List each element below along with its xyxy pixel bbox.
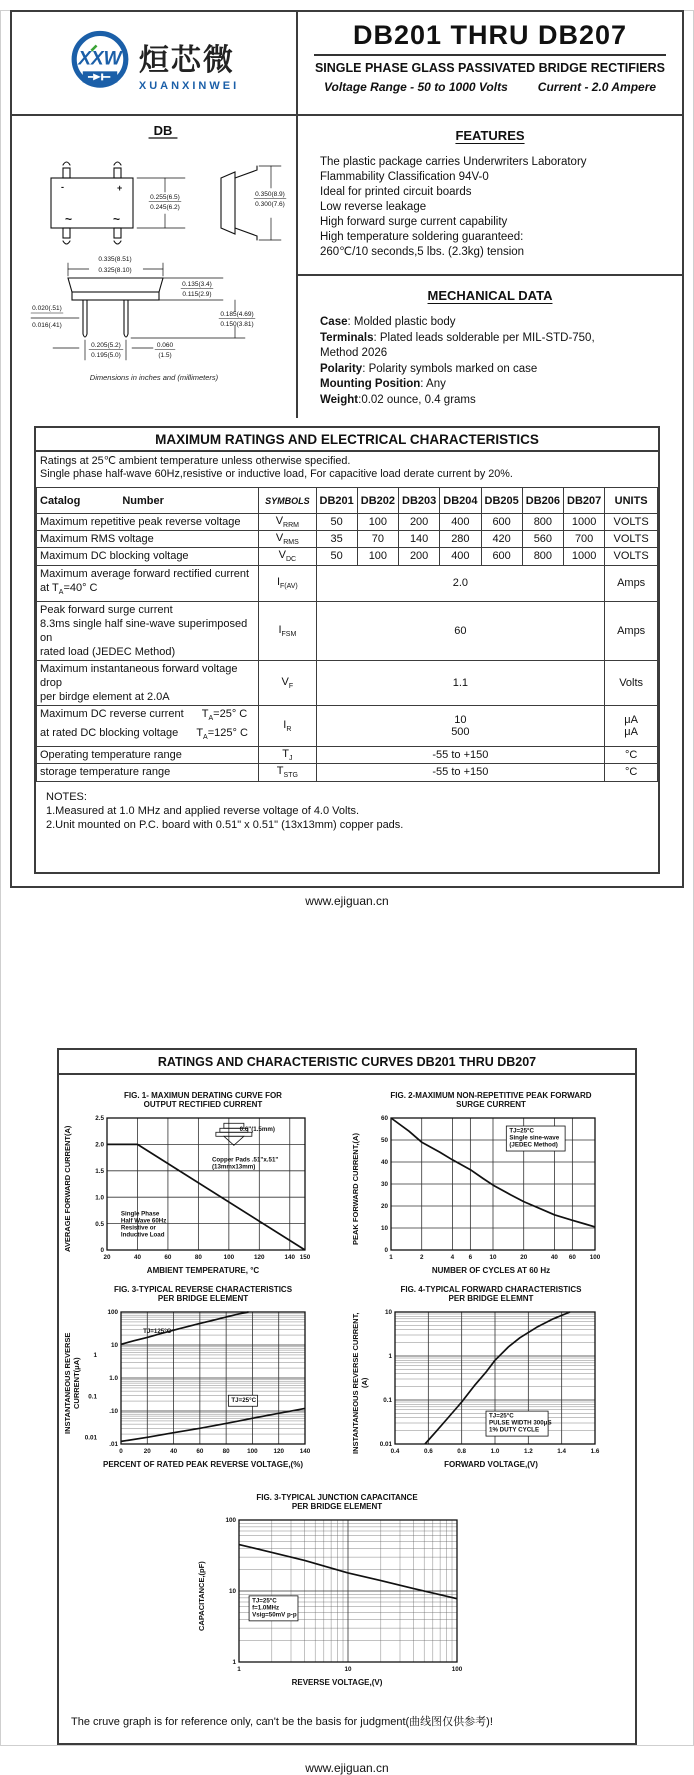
- features-section: [298, 116, 682, 276]
- feature-line: The plastic package carries Underwriters Laboratory: [320, 156, 587, 168]
- datasheet-canvas: [0, 10, 694, 1775]
- svg-text:1% DUTY CYCLE: 1% DUTY CYCLE: [489, 1426, 540, 1434]
- svg-text:0.185(4.69): 0.185(4.69): [220, 311, 254, 318]
- svg-text:0: 0: [384, 1246, 388, 1254]
- value-cell: 280: [440, 531, 481, 548]
- catalog-number-header: Catalog Number: [37, 488, 259, 514]
- svg-text:150: 150: [299, 1253, 311, 1261]
- unit-cell: °C: [605, 747, 658, 764]
- website-url-page2: www.ejiguan.cn: [305, 1760, 389, 1775]
- svg-text:0.016(.41): 0.016(.41): [32, 322, 62, 329]
- figure-fig3: [63, 1285, 343, 1469]
- symbol-cell: $V_{DC}$: [259, 548, 316, 565]
- svg-text:0.245(6.2): 0.245(6.2): [150, 204, 180, 211]
- svg-text:0.1: 0.1: [383, 1396, 392, 1404]
- symbol-cell: $I_{FSM}$: [259, 601, 316, 660]
- svg-text:100: 100: [225, 1516, 236, 1524]
- figure-ylabel: INSTANTANEOUS REVERSE CURRENT(μA): [63, 1331, 81, 1434]
- fig2-plot: [365, 1114, 605, 1264]
- table-row: [37, 531, 658, 548]
- svg-text:40: 40: [380, 1158, 388, 1166]
- param-cell: Operating temperature range: [37, 747, 259, 764]
- page2: [57, 1048, 637, 1745]
- part-header: DB201: [316, 488, 357, 514]
- span-value-cell: 1.1: [316, 660, 605, 705]
- table-row: [37, 601, 658, 660]
- svg-text:f=1.0MHz: f=1.0MHz: [252, 1603, 280, 1611]
- svg-text:1: 1: [237, 1665, 241, 1673]
- svg-text:+: +: [117, 183, 123, 193]
- part-header: DB206: [522, 488, 563, 514]
- symbol-cell: $T_{STG}$: [259, 764, 316, 781]
- svg-text:PULSE WIDTH 300μS: PULSE WIDTH 300μS: [489, 1419, 552, 1427]
- svg-text:.10: .10: [109, 1407, 118, 1415]
- svg-text:DB: DB: [153, 123, 173, 138]
- span-value-cell: 60: [316, 601, 605, 660]
- value-cell: 50: [316, 514, 357, 531]
- tj125-curve: [121, 1312, 249, 1344]
- table-header: [37, 488, 658, 514]
- ratings-conditions: [36, 452, 658, 487]
- logo-latin-text: XUANXINWEI: [138, 79, 240, 92]
- svg-text:10: 10: [228, 1587, 236, 1595]
- svg-text:140: 140: [299, 1447, 311, 1455]
- value-cell: 600: [481, 548, 522, 565]
- header: [12, 12, 682, 116]
- svg-text:0.4: 0.4: [390, 1447, 400, 1455]
- figure-xlabel: PERCENT OF RATED PEAK REVERSE VOLTAGE,(%): [102, 1459, 303, 1469]
- value-cell: 700: [564, 531, 605, 548]
- symbol-cell: $T_J$: [259, 747, 316, 764]
- figure-xlabel: FORWARD VOLTAGE,(V): [444, 1459, 538, 1469]
- svg-text:1: 1: [388, 1352, 392, 1360]
- svg-text:0.195(5.0): 0.195(5.0): [91, 352, 121, 359]
- svg-text:2: 2: [419, 1253, 424, 1261]
- param-cell: storage temperature range: [37, 764, 259, 781]
- svg-text:40: 40: [133, 1253, 141, 1261]
- param-cell: Maximum average forward rectified current at $T_A=40^\circ$ C: [37, 565, 259, 601]
- mechanical-line: Mounting Position: Any: [320, 378, 446, 390]
- svg-text:TJ=125°C: TJ=125°C: [143, 1327, 172, 1335]
- value-cell: 200: [399, 514, 440, 531]
- svg-text:20: 20: [143, 1447, 151, 1455]
- svg-text:100: 100: [451, 1665, 463, 1673]
- svg-text:20: 20: [103, 1253, 111, 1261]
- figure-fig2: [351, 1091, 631, 1275]
- mechanical-list: [298, 315, 682, 408]
- notes-section: [36, 782, 658, 872]
- website-url-page1: www.ejiguan.cn: [305, 893, 389, 908]
- svg-text:10: 10: [110, 1341, 118, 1349]
- svg-text:1.6: 1.6: [590, 1447, 600, 1455]
- figure-fig4: [351, 1285, 631, 1469]
- figure-body: [351, 1308, 631, 1458]
- svg-text:0.6"(1.5mm): 0.6"(1.5mm): [239, 1125, 275, 1133]
- figure-ylabel: PEAK FORWARD CURRENT,(A): [351, 1132, 360, 1245]
- svg-text:TJ=25°C: TJ=25°C: [489, 1412, 514, 1420]
- value-cell: 100: [357, 514, 398, 531]
- info-cell: [298, 116, 682, 418]
- current-rating: Current - 2.0 Ampere: [537, 80, 657, 94]
- param-cell: Maximum instantaneous forward voltage drop per birdge element at 2.0A: [37, 660, 259, 705]
- unit-cell: μA μA: [605, 705, 658, 746]
- value-cell: 1000: [564, 548, 605, 565]
- figure-xlabel: AMBIENT TEMPERATURE, °C: [146, 1265, 260, 1275]
- svg-text:~: ~: [65, 212, 73, 226]
- svg-text:1.0: 1.0: [490, 1447, 500, 1455]
- feature-line: 260℃/10 seconds,5 lbs. (2.3kg) tension: [320, 246, 525, 258]
- unit-cell: VOLTS: [605, 548, 658, 565]
- svg-text:0.300(7.6): 0.300(7.6): [255, 201, 285, 208]
- note-2: 2.Unit mounted on P.C. board with 0.51" x 0.51" (13x13mm) copper pads.: [46, 818, 404, 831]
- svg-text:0: 0: [100, 1246, 104, 1254]
- value-cell: 35: [316, 531, 357, 548]
- figure-title: FIG. 4-TYPICAL FORWARD CHARACTERISTICS PER BRIDGE ELEMNT: [400, 1284, 582, 1303]
- figure-xlabel: REVERSE VOLTAGE,(V): [291, 1677, 383, 1687]
- svg-text:30: 30: [380, 1180, 388, 1188]
- title-block: [298, 12, 682, 114]
- symbol-cell: $V_{RMS}$: [259, 531, 316, 548]
- param-cell: Maximum DC reverse current $T_A=25^\circ$ C at rated DC blocking voltage $T_A=125^\circ$ C: [37, 705, 259, 746]
- svg-text:4: 4: [450, 1253, 455, 1261]
- svg-text:10: 10: [380, 1224, 388, 1232]
- logo-chinese-text: 烜芯微: [138, 43, 235, 77]
- figure-body: [63, 1114, 343, 1264]
- tj25-curve: [121, 1408, 305, 1441]
- mechanical-line: Weight:0.02 ounce, 0.4 grams: [320, 393, 476, 406]
- logo-xxw-badge-icon: [69, 30, 131, 97]
- feature-line: Ideal for printed circuit boards: [320, 186, 472, 198]
- svg-text:(13mmx13mm): (13mmx13mm): [211, 1163, 256, 1171]
- figure-body: [351, 1114, 631, 1264]
- svg-text:1.2: 1.2: [523, 1447, 533, 1455]
- mechanical-line: Polarity: Polarity symbols marked on case: [320, 362, 538, 375]
- table-row: [37, 514, 658, 531]
- fig4-plot: [365, 1308, 605, 1458]
- figure-ylabel: INSTANTANEOUS REVERSE CURRENT,(A): [351, 1311, 369, 1454]
- svg-text:120: 120: [273, 1447, 284, 1455]
- mechanical-line: Case: Molded plastic body: [320, 316, 456, 328]
- unit-cell: Amps: [605, 565, 658, 601]
- feature-line: Flammability Classification 94V-0: [320, 171, 489, 183]
- ratings-section: [34, 426, 660, 874]
- value-cell: 400: [440, 514, 481, 531]
- svg-text:Copper Pads .51"x.51": Copper Pads .51"x.51": [211, 1156, 279, 1164]
- figure-body: [197, 1516, 477, 1676]
- svg-text:60: 60: [164, 1253, 172, 1261]
- mechanical-line: Terminals: Plated leads solderable per MIL-STD-750,: [320, 331, 595, 344]
- reference-disclaimer: The cruve graph is for reference only, can't be the basis for judgment(曲线图仅供参考)!: [71, 1715, 493, 1728]
- ratings-heading: MAXIMUM RATINGS AND ELECTRICAL CHARACTERISTICS: [36, 428, 658, 452]
- svg-text:0.1: 0.1: [88, 1392, 97, 1400]
- figure-title: FIG. 3-TYPICAL JUNCTION CAPACITANCE PER BRIDGE ELEMENT: [256, 1492, 418, 1511]
- package-outline-drawing: [13, 120, 295, 368]
- value-cell: 800: [522, 514, 563, 531]
- features-list: [298, 155, 682, 260]
- svg-text:80: 80: [194, 1253, 202, 1261]
- feature-line: Low reverse leakage: [320, 201, 427, 213]
- param-cell: Maximum RMS voltage: [37, 531, 259, 548]
- part-number-title: DB201 THRU DB207: [314, 20, 666, 56]
- features-heading: FEATURES: [455, 128, 525, 143]
- param-cell: Peak forward surge current 8.3ms single half sine-wave superimposed on rated load (JEDEC Method): [37, 601, 259, 660]
- symbol-cell: $V_F$: [259, 660, 316, 705]
- svg-text:6: 6: [468, 1253, 473, 1261]
- svg-text:40: 40: [170, 1447, 178, 1455]
- svg-text:100: 100: [223, 1253, 235, 1261]
- condition-line-2: Single phase half-wave 60Hz,resistive or inductive load, For capacitive load derate current by 20%.: [40, 468, 513, 480]
- curves-heading: RATINGS AND CHARACTERISTIC CURVES DB201 THRU DB207: [59, 1050, 635, 1075]
- svg-text:1: 1: [389, 1253, 393, 1261]
- table-row: [37, 565, 658, 601]
- unit-cell: °C: [605, 764, 658, 781]
- svg-text:0.01: 0.01: [379, 1440, 392, 1448]
- svg-text:60: 60: [380, 1114, 388, 1122]
- drawing-caption: Dimensions in inches and (millimeters): [89, 373, 219, 382]
- svg-text:1: 1: [232, 1658, 236, 1666]
- svg-text:0.205(5.2): 0.205(5.2): [91, 342, 121, 349]
- mechanical-section: [298, 276, 682, 418]
- note-1: 1.Measured at 1.0 MHz and applied reverse voltage of 4.0 Volts.: [46, 804, 360, 817]
- svg-text:120: 120: [254, 1253, 265, 1261]
- fig3-plot: [77, 1308, 317, 1458]
- fig1-plot: [77, 1114, 317, 1264]
- svg-text:100: 100: [107, 1308, 118, 1316]
- svg-text:Single Phase: Single Phase: [120, 1210, 160, 1218]
- table-row: [37, 747, 658, 764]
- svg-text:0.01: 0.01: [84, 1433, 97, 1441]
- range-line: [298, 80, 682, 94]
- condition-line-1: Ratings at 25℃ ambient temperature unless otherwise specified.: [40, 455, 351, 467]
- figure-fig1: [63, 1091, 343, 1275]
- symbol-cell: $I_{F(AV)}$: [259, 565, 316, 601]
- unit-cell: Volts: [605, 660, 658, 705]
- svg-text:0.060: 0.060: [156, 342, 174, 349]
- chart-center-slot: [197, 1493, 497, 1687]
- value-cell: 420: [481, 531, 522, 548]
- svg-text:0.135(3.4): 0.135(3.4): [182, 281, 212, 288]
- value-cell: 1000: [564, 514, 605, 531]
- part-header: DB205: [481, 488, 522, 514]
- svg-text:Vsig=50mV p-p: Vsig=50mV p-p: [252, 1610, 297, 1618]
- logo: [12, 12, 298, 114]
- value-cell: 200: [399, 548, 440, 565]
- symbol-cell: $I_R$: [259, 705, 316, 746]
- figure-title: FIG. 1- MAXIMUN DERATING CURVE FOR OUTPUT RECTIFIED CURRENT: [124, 1090, 282, 1109]
- svg-text:(JEDEC Method): (JEDEC Method): [509, 1141, 558, 1149]
- unit-cell: VOLTS: [605, 531, 658, 548]
- part-header: DB204: [440, 488, 481, 514]
- unit-cell: VOLTS: [605, 514, 658, 531]
- svg-text:Resistive or: Resistive or: [120, 1224, 156, 1232]
- value-cell: 70: [357, 531, 398, 548]
- svg-text:20: 20: [520, 1253, 528, 1261]
- span-value-cell: -55 to +150: [316, 764, 605, 781]
- svg-text:Half Wave 60Hz: Half Wave 60Hz: [120, 1217, 167, 1225]
- table-row: [37, 548, 658, 565]
- value-cell: 50: [316, 548, 357, 565]
- svg-text:1.0: 1.0: [95, 1193, 104, 1201]
- svg-text:1.0: 1.0: [109, 1374, 118, 1382]
- page1: [10, 10, 684, 888]
- feature-line: High forward surge current capability: [320, 216, 508, 228]
- svg-text:0.5: 0.5: [95, 1220, 104, 1228]
- ratings-table: [36, 487, 658, 782]
- figure-title: FIG. 3-TYPICAL REVERSE CHARACTERISTICS PER BRIDGE ELEMENT: [113, 1284, 293, 1303]
- part-header: DB203: [399, 488, 440, 514]
- svg-text:TJ=25°C: TJ=25°C: [231, 1396, 257, 1404]
- mechanical-heading: MECHANICAL DATA: [427, 288, 553, 303]
- part-header: DB202: [357, 488, 398, 514]
- feature-line: High temperature soldering guaranteed:: [320, 231, 524, 243]
- subtitle: SINGLE PHASE GLASS PASSIVATED BRIDGE RECTIFIERS: [314, 61, 666, 75]
- svg-text:10: 10: [344, 1665, 352, 1673]
- drawing-and-info: [12, 116, 682, 418]
- svg-text:TJ=25°C: TJ=25°C: [509, 1127, 534, 1135]
- svg-text:20: 20: [380, 1202, 388, 1210]
- value-cell: 400: [440, 548, 481, 565]
- svg-text:0.350(8.9): 0.350(8.9): [255, 191, 285, 198]
- param-cell: Maximum repetitive peak reverse voltage: [37, 514, 259, 531]
- svg-text:0.325(8.10): 0.325(8.10): [98, 267, 132, 274]
- svg-text:-: -: [61, 182, 64, 192]
- table-row: [37, 705, 658, 746]
- value-cell: 560: [522, 531, 563, 548]
- table-row: [37, 660, 658, 705]
- svg-text:~: ~: [113, 212, 121, 226]
- figure-ylabel: AVERAGE FORWARD CURRENT(A): [63, 1125, 72, 1252]
- span-value-cell: -55 to +150: [316, 747, 605, 764]
- span-value-cell: 2.0: [316, 565, 605, 601]
- svg-text:0.255(6.5): 0.255(6.5): [150, 194, 180, 201]
- svg-text:1.5: 1.5: [95, 1167, 104, 1175]
- value-cell: 140: [399, 531, 440, 548]
- notes-title: NOTES:: [46, 790, 87, 803]
- svg-text:60: 60: [196, 1447, 204, 1455]
- figure-title: FIG. 2-MAXIMUM NON-REPETITIVE PEAK FORWARD SURGE CURRENT: [390, 1090, 592, 1109]
- figure-fig5: [197, 1493, 477, 1687]
- svg-text:TJ=25°C: TJ=25°C: [252, 1596, 277, 1604]
- figure-body: [63, 1308, 343, 1458]
- value-cell: 600: [481, 514, 522, 531]
- svg-text:10: 10: [384, 1308, 392, 1316]
- svg-text:Inductive Load: Inductive Load: [120, 1231, 165, 1239]
- svg-text:XXW: XXW: [78, 47, 122, 69]
- package-drawing-cell: [12, 116, 298, 418]
- svg-text:0.6: 0.6: [423, 1447, 433, 1455]
- figure-xlabel: NUMBER OF CYCLES AT 60 Hz: [431, 1265, 551, 1275]
- svg-text:0.335(8.51): 0.335(8.51): [98, 256, 132, 263]
- value-cell: 800: [522, 548, 563, 565]
- svg-text:0: 0: [119, 1447, 123, 1455]
- part-header: DB207: [564, 488, 605, 514]
- mechanical-line: Method 2026: [320, 347, 388, 359]
- svg-text:40: 40: [550, 1253, 558, 1261]
- units-header: UNITS: [605, 488, 658, 514]
- svg-text:80: 80: [222, 1447, 230, 1455]
- param-cell: Maximum DC blocking voltage: [37, 548, 259, 565]
- table-row: [37, 764, 658, 781]
- span-value-cell: 10 500: [316, 705, 605, 746]
- svg-text:0.020(.51): 0.020(.51): [32, 305, 62, 312]
- voltage-range: Voltage Range - 50 to 1000 Volts: [323, 80, 508, 94]
- svg-text:Single sine-wave: Single sine-wave: [509, 1134, 560, 1142]
- svg-text:0.150(3.81): 0.150(3.81): [220, 321, 254, 328]
- fig5-plot: [211, 1516, 467, 1676]
- svg-text:60: 60: [568, 1253, 576, 1261]
- charts-grid: [59, 1075, 635, 1479]
- svg-text:2.0: 2.0: [95, 1141, 104, 1149]
- svg-text:100: 100: [247, 1447, 258, 1455]
- svg-text:2.5: 2.5: [95, 1114, 104, 1122]
- svg-text:0.8: 0.8: [457, 1447, 467, 1455]
- svg-text:140: 140: [284, 1253, 296, 1261]
- symbols-header: SYMBOLS: [259, 488, 316, 514]
- figure-ylabel: CAPACITANCE,(pF): [197, 1560, 206, 1631]
- symbol-cell: $V_{RRM}$: [259, 514, 316, 531]
- svg-text:10: 10: [489, 1253, 497, 1261]
- unit-cell: Amps: [605, 601, 658, 660]
- svg-text:0.115(2.9): 0.115(2.9): [182, 291, 212, 298]
- svg-text:1: 1: [93, 1351, 97, 1359]
- svg-text:100: 100: [589, 1253, 601, 1261]
- svg-text:1.4: 1.4: [557, 1447, 567, 1455]
- svg-text:50: 50: [380, 1136, 388, 1144]
- svg-text:.01: .01: [109, 1440, 118, 1448]
- svg-text:(1.5): (1.5): [158, 352, 172, 359]
- value-cell: 100: [357, 548, 398, 565]
